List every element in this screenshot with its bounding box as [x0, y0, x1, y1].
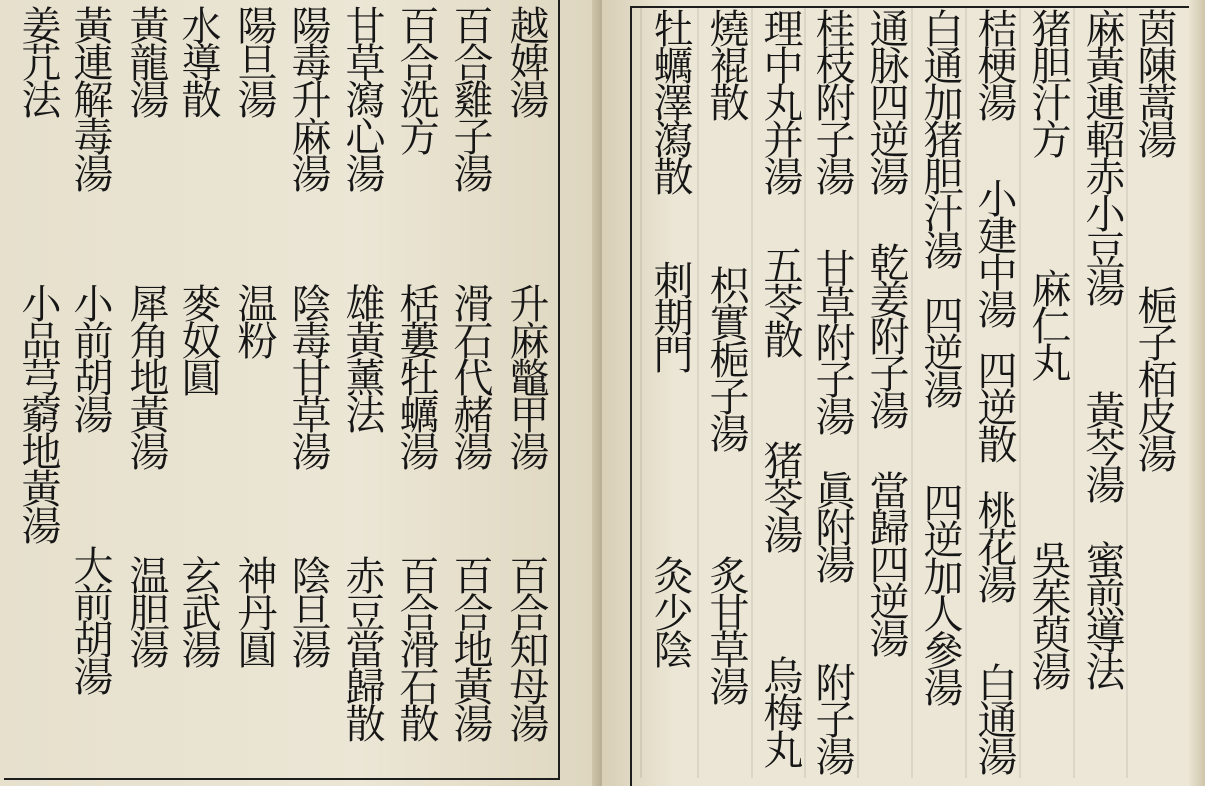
right-prescription-entry: 麻黃連軺赤小豆湯 — [1079, 8, 1125, 304]
right-prescription-entry: 五苓散 — [757, 245, 803, 356]
left-prescription-entry: 温粉 — [231, 283, 277, 357]
left-prescription-entry: 百合洗方 — [393, 5, 439, 153]
left-prescription-entry: 大前胡湯 — [67, 545, 113, 693]
right-prescription-entry: 甘草附子湯 — [809, 248, 855, 433]
left-prescription-entry: 陽毒升麻湯 — [285, 5, 331, 190]
right-prescription-entry: 眞附湯 — [809, 470, 855, 581]
column-rule — [697, 8, 699, 778]
left-prescription-entry: 小品芎藭地黃湯 — [15, 283, 61, 542]
left-prescription-entry: 百合雞子湯 — [447, 5, 493, 190]
right-prescription-entry: 燒裩散 — [703, 8, 749, 119]
right-prescription-entry: 蜜煎導法 — [1079, 540, 1125, 688]
left-prescription-entry: 甘草瀉心湯 — [339, 5, 385, 190]
right-prescription-entry: 梔子栢皮湯 — [1131, 285, 1177, 470]
column-rule — [965, 8, 967, 778]
left-prescription-entry: 陰毒甘草湯 — [285, 283, 331, 468]
right-prescription-entry: 附子湯 — [809, 662, 855, 773]
right-prescription-entry: 吳茱萸湯 — [1025, 540, 1071, 688]
right-prescription-entry: 牡蠣澤瀉散 — [647, 8, 693, 193]
left-prescription-entry: 越婢湯 — [503, 5, 549, 116]
left-prescription-entry: 神丹圓 — [231, 555, 277, 666]
right-prescription-entry: 猪苓湯 — [757, 440, 803, 551]
left-prescription-entry: 陽旦湯 — [231, 5, 277, 116]
column-rule — [804, 8, 806, 778]
right-prescription-entry: 烏梅丸 — [757, 655, 803, 766]
left-prescription-entry: 滑石代赭湯 — [447, 283, 493, 468]
left-prescription-entry: 温胆湯 — [123, 555, 169, 666]
right-prescription-entry: 桂枝附子湯 — [809, 8, 855, 193]
right-prescription-entry: 白通湯 — [971, 662, 1017, 773]
column-rule — [751, 8, 753, 778]
right-prescription-entry: 四逆加人參湯 — [917, 482, 963, 704]
right-prescription-entry: 茵陳蒿湯 — [1131, 8, 1177, 156]
left-prescription-entry: 小前胡湯 — [67, 283, 113, 431]
left-prescription-entry: 黃龍湯 — [123, 5, 169, 116]
right-prescription-entry: 四逆散 — [971, 350, 1017, 461]
right-prescription-entry: 通脉四逆湯 — [863, 8, 909, 193]
column-rule — [857, 8, 859, 778]
column-rule — [640, 8, 642, 778]
right-prescription-entry: 桔梗湯 — [971, 8, 1017, 119]
left-prescription-entry: 犀角地黃湯 — [123, 283, 169, 468]
right-prescription-entry: 四逆湯 — [917, 295, 963, 406]
right-prescription-entry: 枳實梔子湯 — [703, 265, 749, 450]
right-prescription-entry: 麻仁丸 — [1025, 268, 1071, 379]
column-rule — [911, 8, 913, 778]
right-prescription-entry: 炙甘草湯 — [703, 555, 749, 703]
right-prescription-entry: 猪胆汁方 — [1025, 8, 1071, 156]
left-prescription-entry: 百合地黃湯 — [447, 555, 493, 740]
left-prescription-entry: 升麻鼈甲湯 — [503, 283, 549, 468]
right-prescription-entry: 小建中湯 — [971, 178, 1017, 326]
column-rule — [1019, 8, 1021, 778]
column-rule — [1126, 8, 1128, 778]
left-prescription-entry: 黃連解毒湯 — [67, 5, 113, 190]
right-prescription-entry: 黃芩湯 — [1079, 390, 1125, 501]
right-prescription-entry: 桃花湯 — [971, 490, 1017, 601]
left-prescription-entry: 麥奴圓 — [175, 283, 221, 394]
left-prescription-entry: 水導散 — [175, 5, 221, 116]
right-prescription-entry: 當歸四逆湯 — [863, 470, 909, 655]
left-prescription-entry: 百合知母湯 — [503, 555, 549, 740]
column-rule — [1073, 8, 1075, 778]
right-prescription-entry: 刺期門 — [647, 260, 693, 371]
right-prescription-entry: 理中丸并湯 — [757, 8, 803, 193]
right-prescription-entry: 乾姜附子湯 — [863, 242, 909, 427]
right-prescription-entry: 白通加猪胆汁湯 — [917, 8, 963, 267]
left-prescription-entry: 雄黃薰法 — [339, 283, 385, 431]
left-prescription-entry: 百合滑石散 — [393, 555, 439, 740]
left-prescription-entry: 姜芁法 — [15, 5, 61, 116]
right-prescription-entry: 灸少陰 — [647, 555, 693, 666]
next-sheet-edge — [1189, 0, 1205, 786]
left-prescription-entry: 玄武湯 — [175, 555, 221, 666]
left-prescription-entry: 赤豆當歸散 — [339, 555, 385, 740]
left-prescription-entry: 陰旦湯 — [285, 555, 331, 666]
left-prescription-entry: 栝蔞牡蠣湯 — [393, 283, 439, 468]
